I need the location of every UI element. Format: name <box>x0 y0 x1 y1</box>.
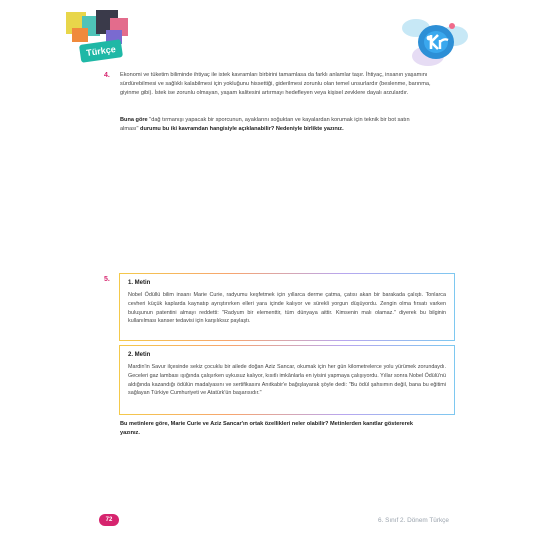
prompt-lead: Buna göre <box>120 117 148 123</box>
question-5-prompt: Bu metinlere göre, Marie Curie ve Aziz Sancar'ın ortak özellikleri neler olabilir? Metinlerden kanıtlar göstererek yazınız. <box>120 421 414 437</box>
page-number: 72 <box>99 514 119 526</box>
prompt-quote: "dağ tırmanışı yapacak bir sporcunun, ayaklarını soğuktan ve kayalardan korumak için teknik bir bot satın alması" <box>120 117 410 133</box>
question-4-prompt <box>120 116 420 134</box>
text-2-title: 2. Metin <box>128 352 151 358</box>
subject-badge: Türkçe <box>79 39 123 63</box>
question-4-number: 4. <box>104 72 110 79</box>
text-box-2 <box>119 345 455 415</box>
text-1-title: 1. Metin <box>128 280 151 286</box>
question-4-text: Ekonomi ve tüketim biliminde ihtiyaç ile istek kavramları birbirini tamamlasa da farklı anlamlar taşır. İhtiyaç, insanın yaşamını sürdürebilmesi ve sağlıklı kalabilmesi için yokluğunu hissettiği, giderilmesi zorunlu olan temel unsurlardır (beslenme, barınma, giyinme gibi). İstek ise zorunlu olmayan, yaşam kalitesini artırmayı hedefleyen veya kişisel zevklere dayalı arzulardır. <box>120 72 431 97</box>
text-1-body: Nobel Ödüllü bilim insanı Marie Curie, radyumu keşfetmek için yıllarca derme çatma, çatısı akan bir barakada çalıştı. Tonlarca cevheri küçük kaplarda kaynatıp ayrıştırırken elleri yara içinde kalıyor ve sürekli yorgun düşüyordu. Zengin olma fırsatı varken buluşunun patentini almayı reddetti: "Radyum bir elementtir, tüm dünyaya aittir. Kimsenin malı olamaz." diyerek bu bilginin kullanılması kanser tedavisi için karşılıksız paylaştı. <box>128 292 446 325</box>
question-5-number: 5. <box>104 276 110 283</box>
prompt-question: durumu bu iki kavramdan hangisiyle açıklanabilir? Nedeniyle birlikte yazınız. <box>138 126 344 133</box>
text-box-1 <box>119 273 455 341</box>
text-2-body: Mardin'in Savur ilçesinde sekiz çocuklu bir ailede doğan Aziz Sancar, okumak için her gün kilometrelerce yolu yürümek zorundaydı. Geceleri gaz lambası ışığında çalışırken uykusuz kalıyor, kısıtlı imkânlarla en iyisini yapmaya çalışıyordu. Yıllar sonra Nobel Ödülü'nü aldığında kazandığı ödülün madalyasını ve sertifikasını Anıtkabir'e bağışlayarak şöyle dedi: "Bu ödül şahsımın değil, bana bu eğitimi sağlayan Türkiye Cumhuriyeti ve Atatürk'ün başarısıdır." <box>128 364 446 397</box>
footer-course: 6. Sınıf 2. Dönem Türkçe <box>378 517 449 524</box>
